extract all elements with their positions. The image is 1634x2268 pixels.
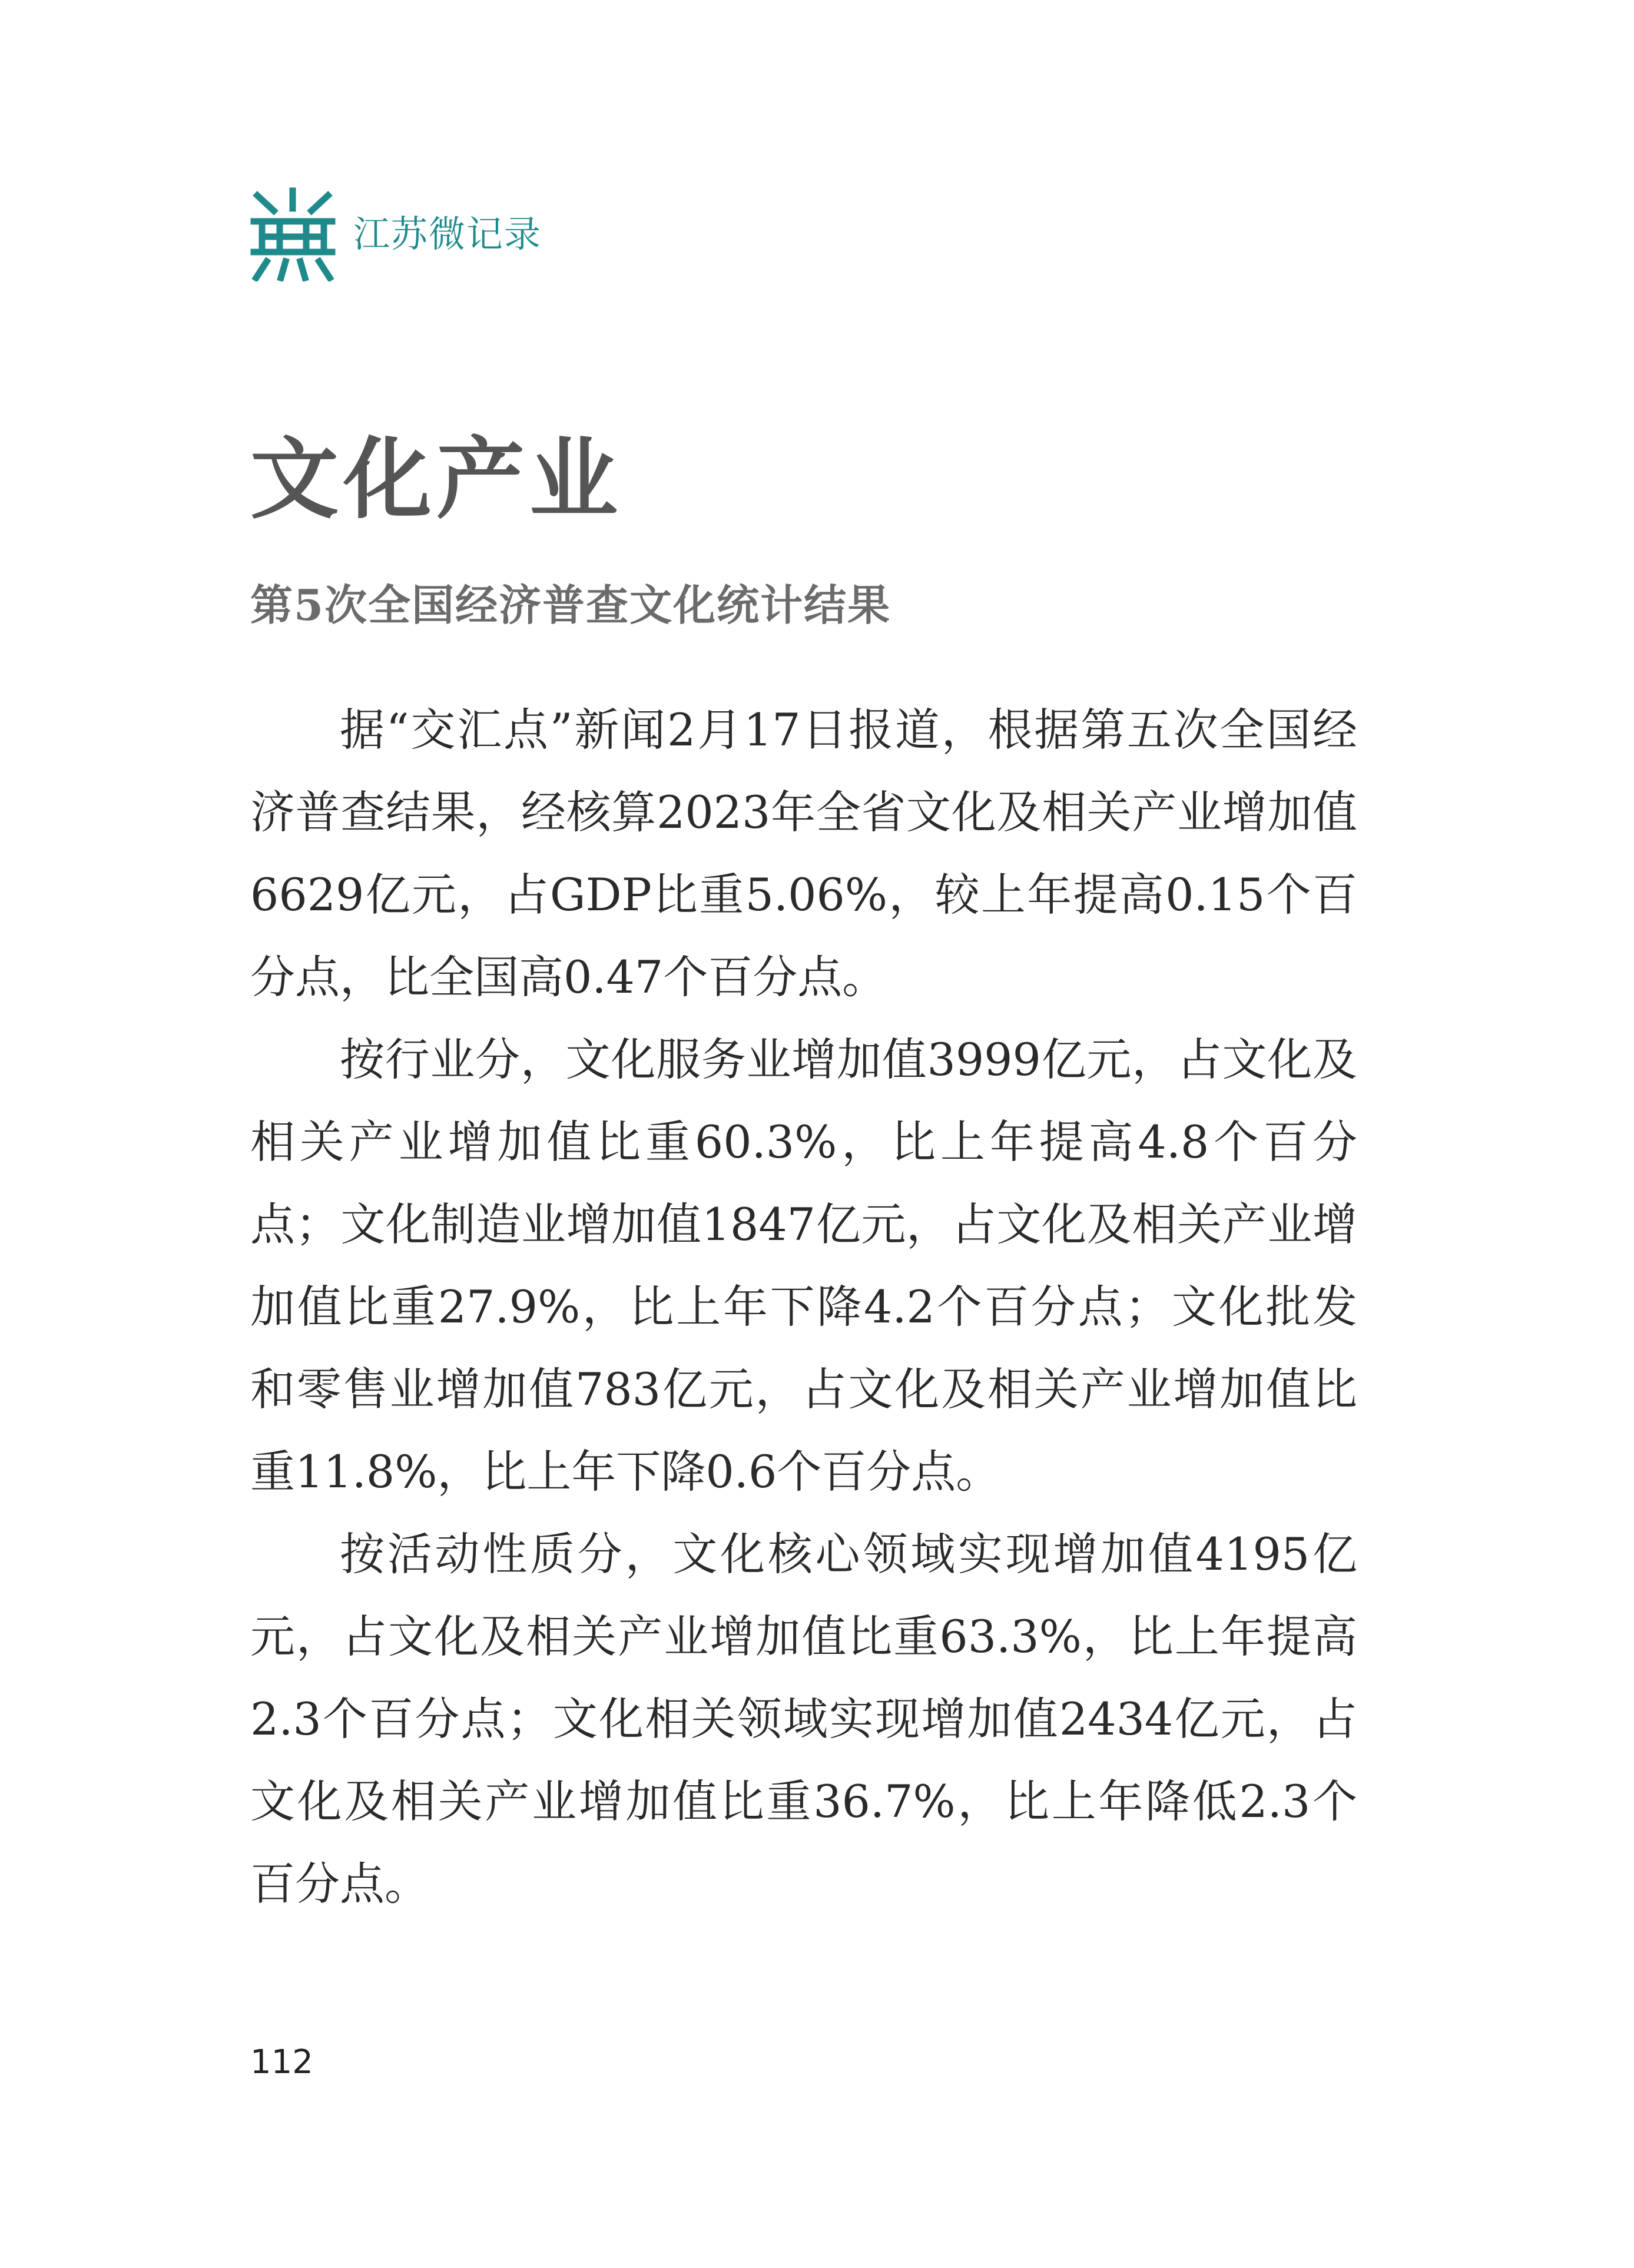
paragraph-3: 按活动性质分，文化核心领域实现增加值4195亿元，占文化及相关产业增加值比重63.3%，比上年提高2.3个百分点；文化相关领域实现增加值2434亿元，占文化及相关产业增加值比重36.7%，比上年降低2.3个百分点。 [250, 1528, 1357, 1910]
article-body [250, 689, 1357, 1925]
running-header [250, 187, 542, 281]
chapter-title: 文化产业 [250, 429, 623, 531]
section-title: 第5次全国经济普查文化统计结果 [250, 580, 891, 630]
header-title: 江苏微记录 [353, 213, 542, 256]
page-number: 112 [250, 2043, 313, 2081]
paragraph-1: 据“交汇点”新闻2月17日报道，根据第五次全国经济普查结果，经核算2023年全省文化及相关产业增加值6629亿元，占GDP比重5.06%，较上年提高0.15个百分点，比全国高0.47个百分点。 [250, 704, 1357, 1003]
jiangsu-logo-icon [250, 187, 336, 281]
paragraph-2: 按行业分，文化服务业增加值3999亿元，占文化及相关产业增加值比重60.3%，比上年提高4.8个百分点；文化制造业增加值1847亿元，占文化及相关产业增加值比重27.9%，比上年下降4.2个百分点；文化批发和零售业增加值783亿元，占文化及相关产业增加值比重11.8%，比上年下降0.6个百分点。 [250, 1033, 1357, 1498]
